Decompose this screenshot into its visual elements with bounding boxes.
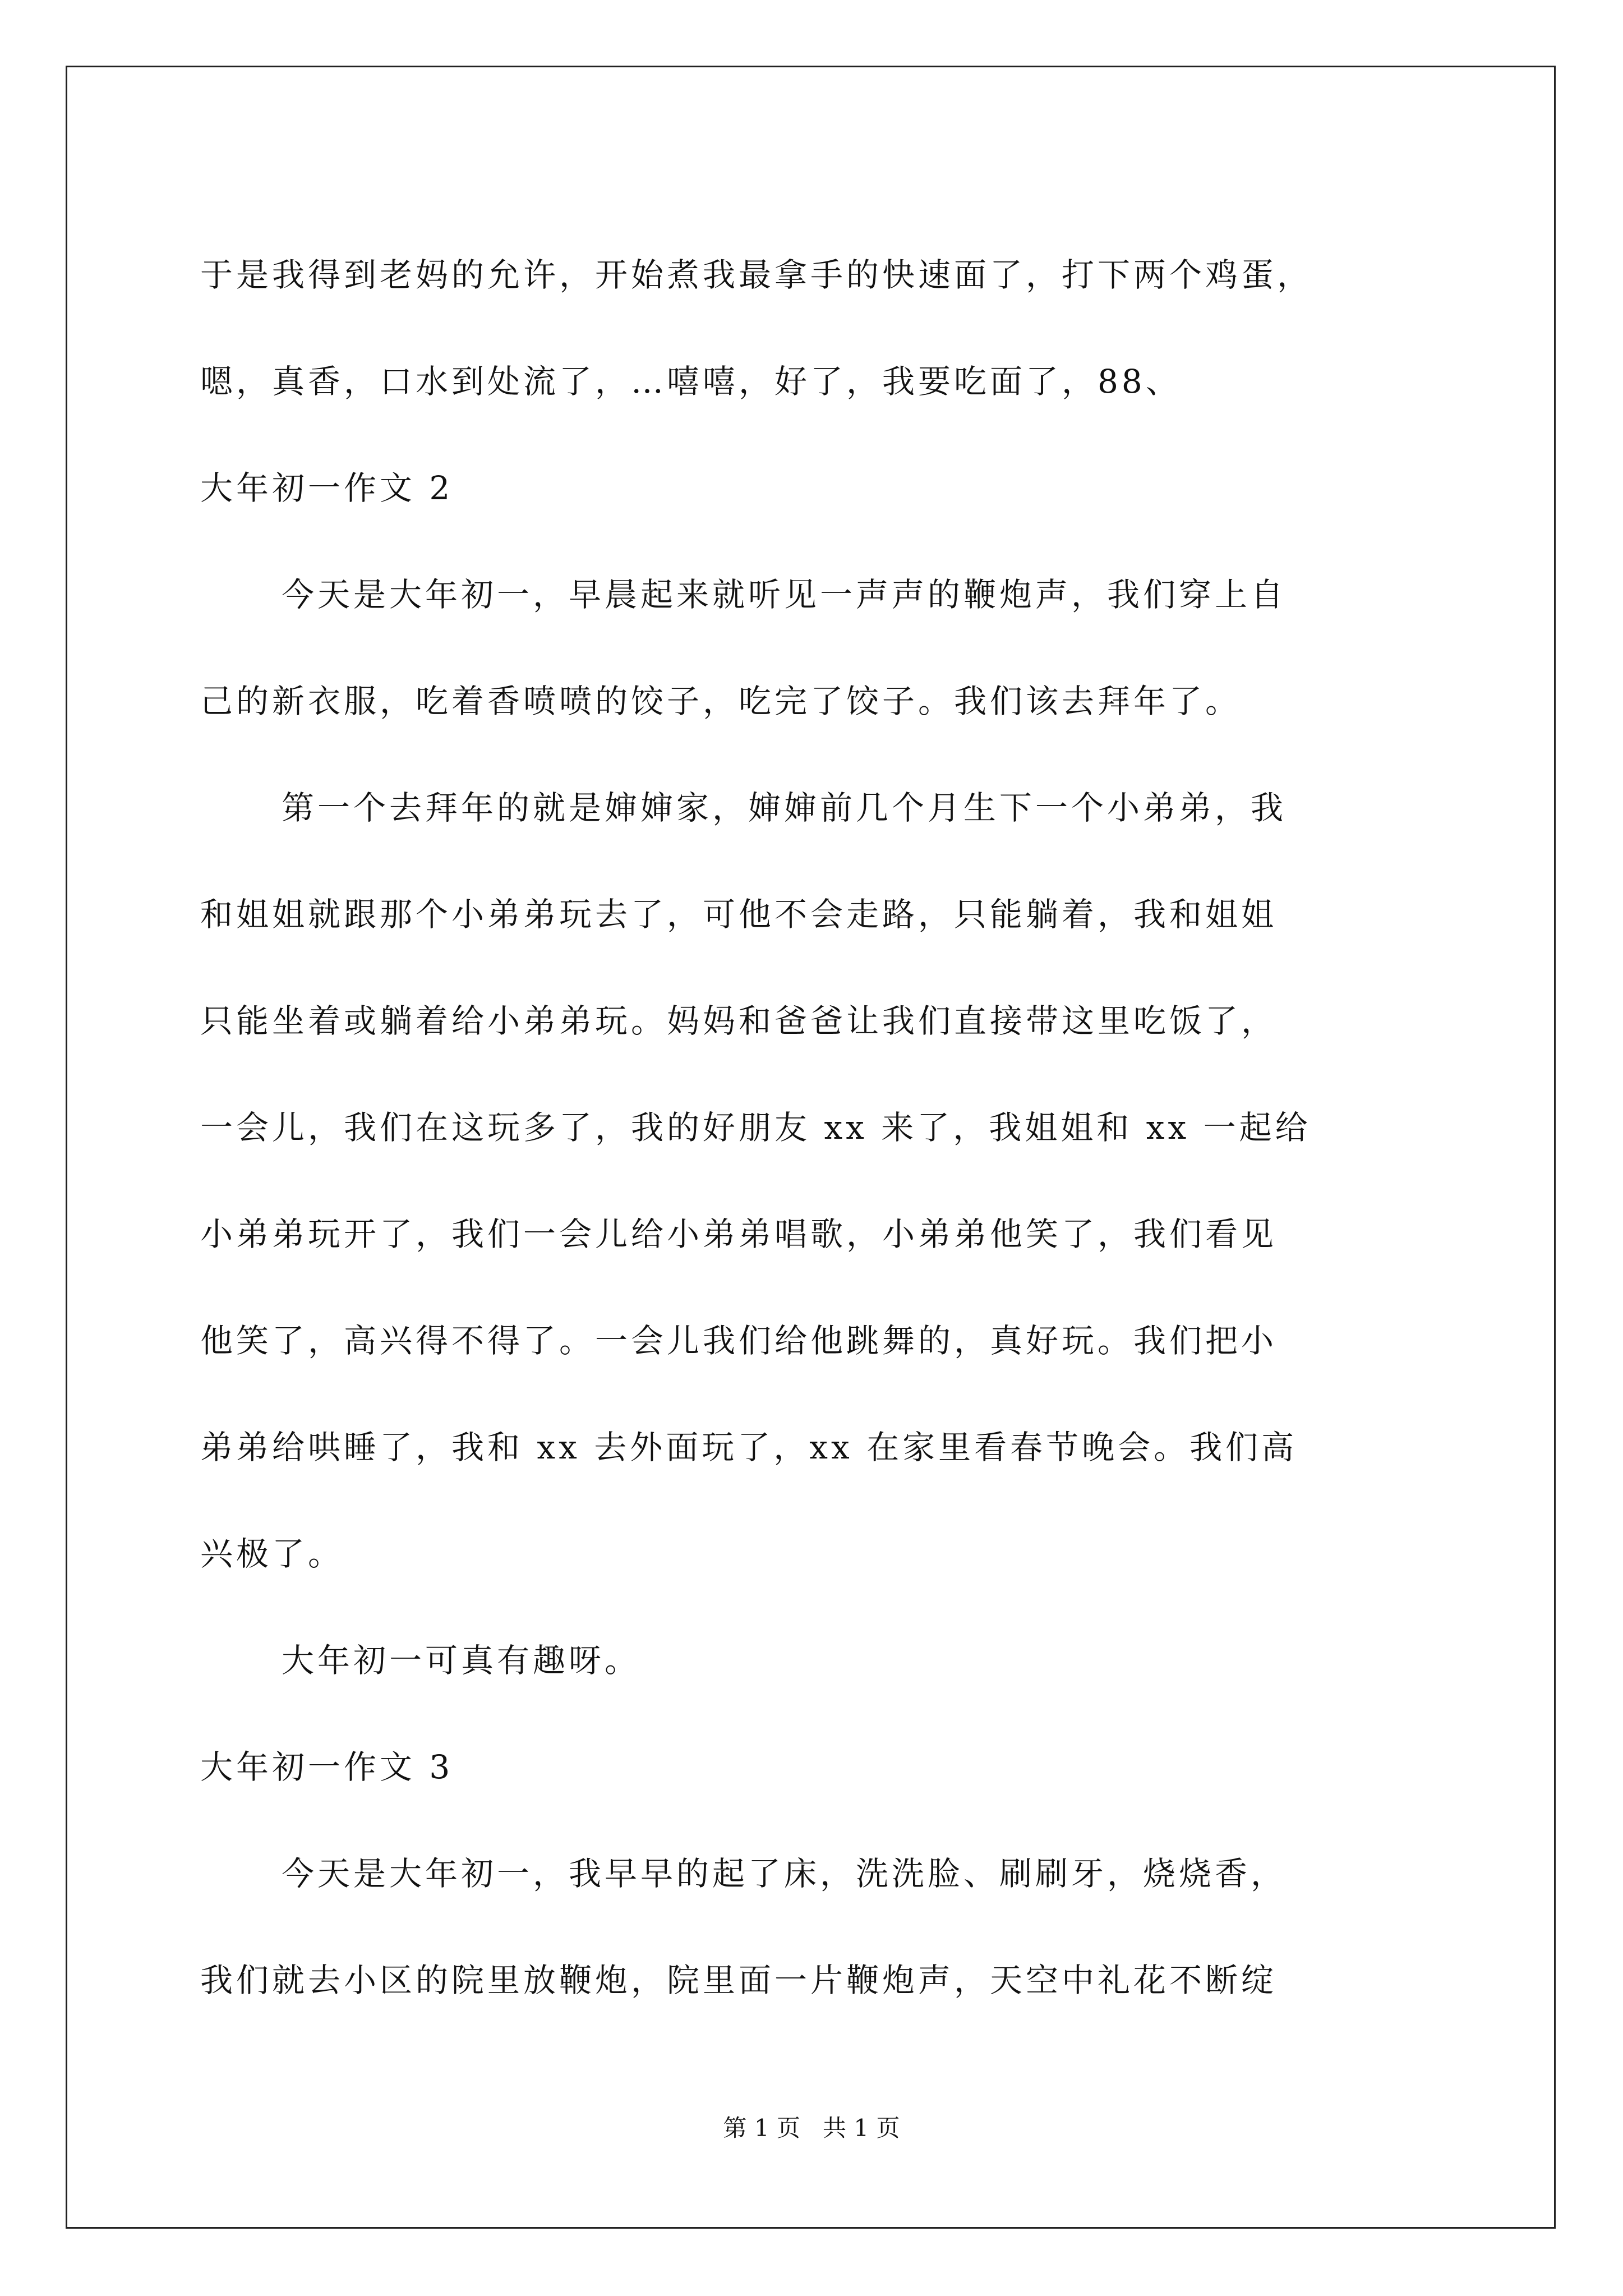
text-line-1: 于是我得到老妈的允许，开始煮我最拿手的快速面了，打下两个鸡蛋，	[200, 256, 1313, 294]
text-line-5: 己的新衣服，吃着香喷喷的饺子，吃完了饺子。我们该去拜年了。	[200, 682, 1242, 720]
text-line-14: 大年初一可真有趣呀。	[282, 1641, 641, 1680]
page-footer: 第 1 页 共 1 页	[723, 2114, 900, 2142]
document-body	[200, 222, 1434, 2033]
section-heading-3: 大年初一作文 3	[200, 1748, 454, 1786]
text-line-7: 和姐姐就跟那个小弟弟玩去了，可他不会走路，只能躺着，我和姐姐	[200, 895, 1278, 933]
text-line-6: 第一个去拜年的就是婶婶家，婶婶前几个月生下一个小弟弟，我	[282, 789, 1287, 827]
text-line-8: 只能坐着或躺着给小弟弟玩。妈妈和爸爸让我们直接带这里吃饭了，	[200, 1002, 1278, 1040]
text-line-13: 兴极了。	[200, 1535, 344, 1573]
text-line-4: 今天是大年初一，早晨起来就听见一声声的鞭炮声，我们穿上自	[282, 576, 1287, 614]
text-line-11: 他笑了，高兴得不得了。一会儿我们给他跳舞的，真好玩。我们把小	[200, 1322, 1278, 1360]
text-line-17: 我们就去小区的院里放鞭炮，院里面一片鞭炮声，天空中礼花不断绽	[200, 1961, 1278, 1999]
text-line-2: 嗯，真香，口水到处流了，…嘻嘻，好了，我要吃面了，88、	[200, 362, 1182, 401]
section-heading-2: 大年初一作文 2	[200, 469, 454, 507]
text-line-12: 弟弟给哄睡了，我和 xx 去外面玩了，xx 在家里看春节晚会。我们高	[200, 1428, 1298, 1466]
text-line-16: 今天是大年初一，我早早的起了床，洗洗脸、刷刷牙，烧烧香，	[282, 1855, 1287, 1893]
text-line-10: 小弟弟玩开了，我们一会儿给小弟弟唱歌，小弟弟他笑了，我们看见	[200, 1215, 1278, 1253]
text-line-9: 一会儿，我们在这玩多了，我的好朋友 xx 来了，我姐姐和 xx 一起给	[200, 1108, 1311, 1147]
